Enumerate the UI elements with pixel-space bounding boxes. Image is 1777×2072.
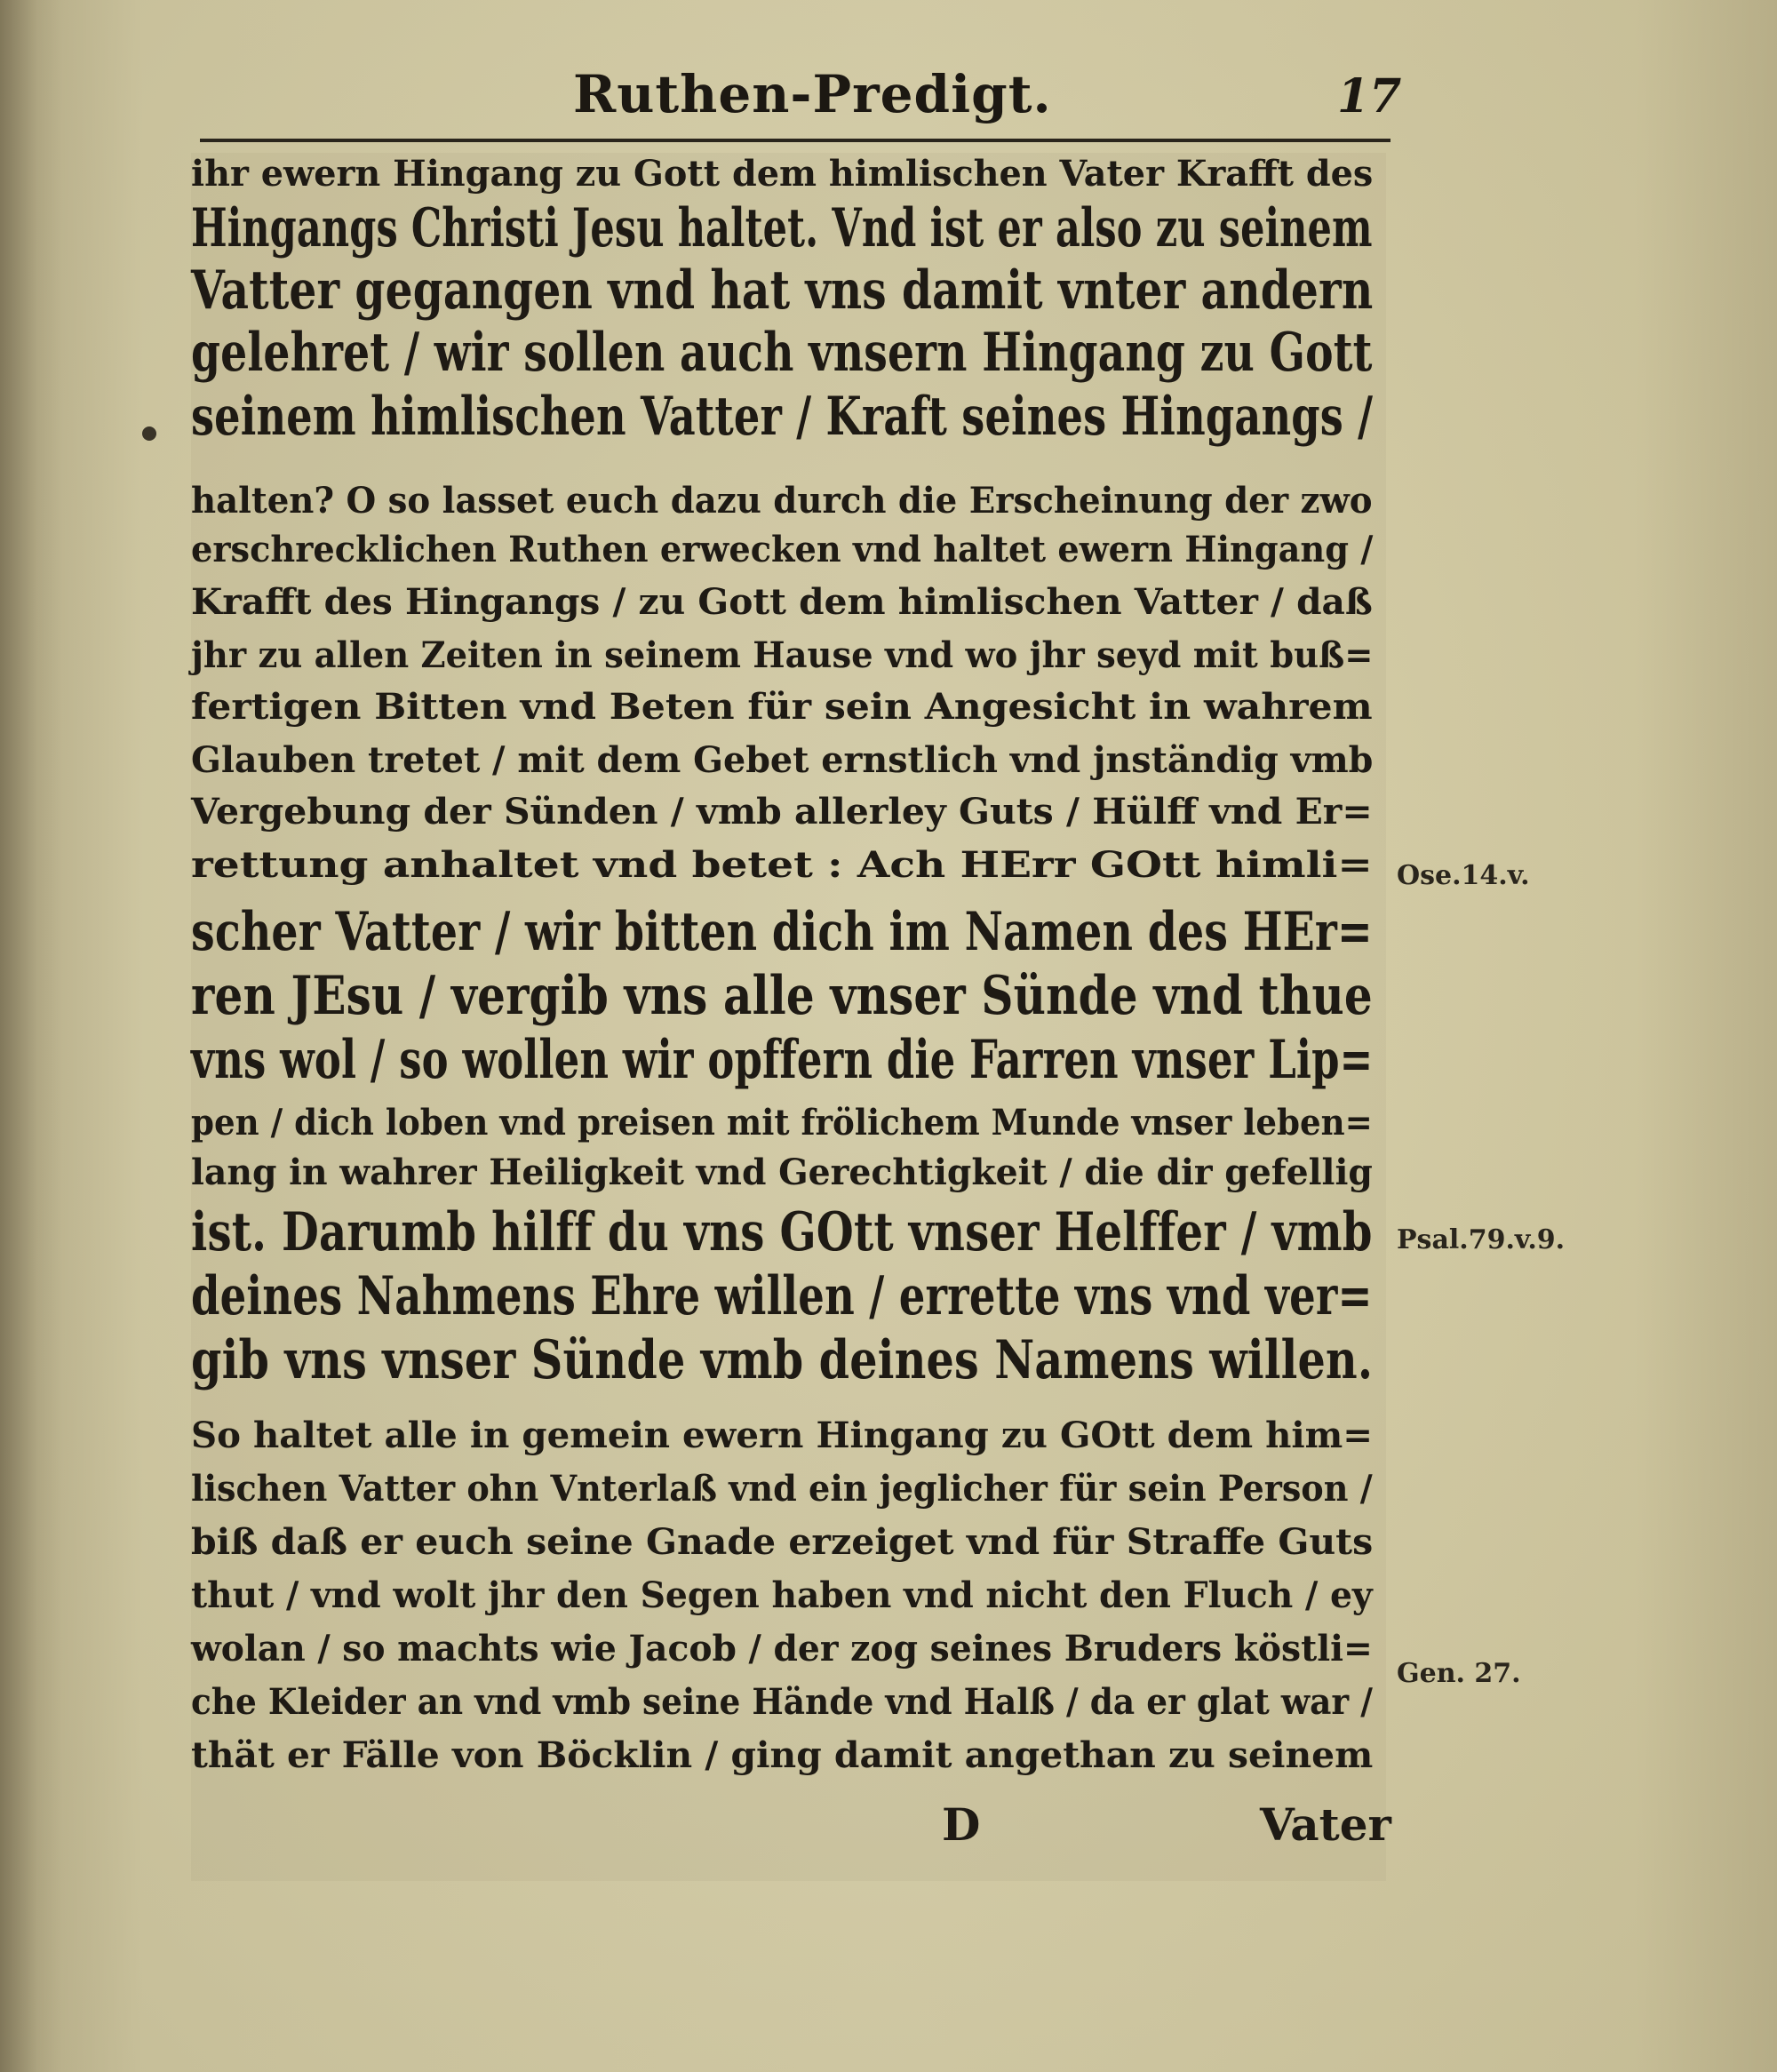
text-line: gib vns vnser Sünde vmb deines Namens willen. <box>191 1329 1374 1391</box>
gutter-shadow <box>0 0 62 2072</box>
text-line: lischen Vatter ohn Vnterlaß vnd ein jeglicher für sein Person / <box>191 1468 1373 1510</box>
text-line: ist. Darumb hilff du vns GOtt vnser Helffer / vmb <box>191 1201 1373 1263</box>
text-line: gelehret / wir sollen auch vnsern Hingang zu Gott <box>191 322 1373 384</box>
text-block <box>191 153 1386 1881</box>
text-line: rettung anhaltet vnd betet : Ach HErr GOtt himli= <box>191 844 1373 886</box>
page-number: 17 <box>1337 69 1402 124</box>
text-line: wolan / so machts wie Jacob / der zog seines Bruders köstli= <box>191 1628 1373 1670</box>
catchword: Vater <box>1260 1798 1391 1851</box>
text-line: seinem himlischen Vatter / Kraft seines Hingangs / <box>191 386 1374 448</box>
text-line: thut / vnd wolt jhr den Segen haben vnd nicht den Fluch / ey <box>191 1574 1373 1616</box>
text-line: erschrecklichen Ruthen erwecken vnd haltet ewern Hingang / <box>191 529 1374 570</box>
running-head <box>200 62 1402 144</box>
text-line: ren JEsu / vergib vns alle vnser Sünde vnd thue <box>191 965 1373 1027</box>
text-line: deines Nahmens Ehre willen / errette vns vnd ver= <box>191 1265 1373 1327</box>
head-rule <box>200 139 1391 142</box>
margin-note-psalm: Psal.79.v.9. <box>1397 1224 1566 1255</box>
text-line: fertigen Bitten vnd Beten für sein Angesicht in wahrem <box>191 686 1373 728</box>
text-line: biß daß er euch seine Gnade erzeiget vnd für Straffe Guts <box>191 1521 1374 1563</box>
text-line: halten? O so lasset euch dazu durch die Erscheinung der zwo <box>191 480 1373 522</box>
text-line: Krafft des Hingangs / zu Gott dem himlischen Vatter / daß <box>191 581 1373 623</box>
margin-dot <box>142 426 156 441</box>
text-line: Glauben tretet / mit dem Gebet ernstlich vnd jnständig vmb <box>191 739 1374 781</box>
margin-note-hosea: Ose.14.v. <box>1397 860 1530 891</box>
text-line: lang in wahrer Heiligkeit vnd Gerechtigkeit / die dir gefellig <box>191 1152 1373 1193</box>
running-title: Ruthen-Predigt. <box>573 64 1052 124</box>
margin-note-genesis: Gen. 27. <box>1397 1658 1521 1689</box>
text-line: che Kleider an vnd vmb seine Hände vnd Halß / da er glat war / <box>191 1681 1373 1723</box>
text-line: pen / dich loben vnd preisen mit frölichem Munde vnser leben= <box>191 1102 1373 1144</box>
text-line: scher Vatter / wir bitten dich im Namen des HEr= <box>191 901 1373 963</box>
signature-mark: D <box>942 1798 981 1851</box>
text-line: Vatter gegangen vnd hat vns damit vnter andern <box>191 259 1374 322</box>
text-line: Hingangs Christi Jesu haltet. Vnd ist er also zu seinem <box>191 197 1373 259</box>
text-line: ihr ewern Hingang zu Gott dem himlischen Vater Krafft des <box>191 153 1374 195</box>
text-line: Vergebung der Sünden / vmb allerley Guts / Hülff vnd Er= <box>191 791 1373 833</box>
text-line: thät er Fälle von Böcklin / ging damit angethan zu seinem <box>191 1734 1374 1776</box>
text-line: vns wol / so wollen wir opffern die Farren vnser Lip= <box>191 1029 1374 1091</box>
text-line: jhr zu allen Zeiten in seinem Hause vnd wo jhr seyd mit buß= <box>191 634 1374 676</box>
text-line: So haltet alle in gemein ewern Hingang zu GOtt dem him= <box>191 1415 1374 1456</box>
